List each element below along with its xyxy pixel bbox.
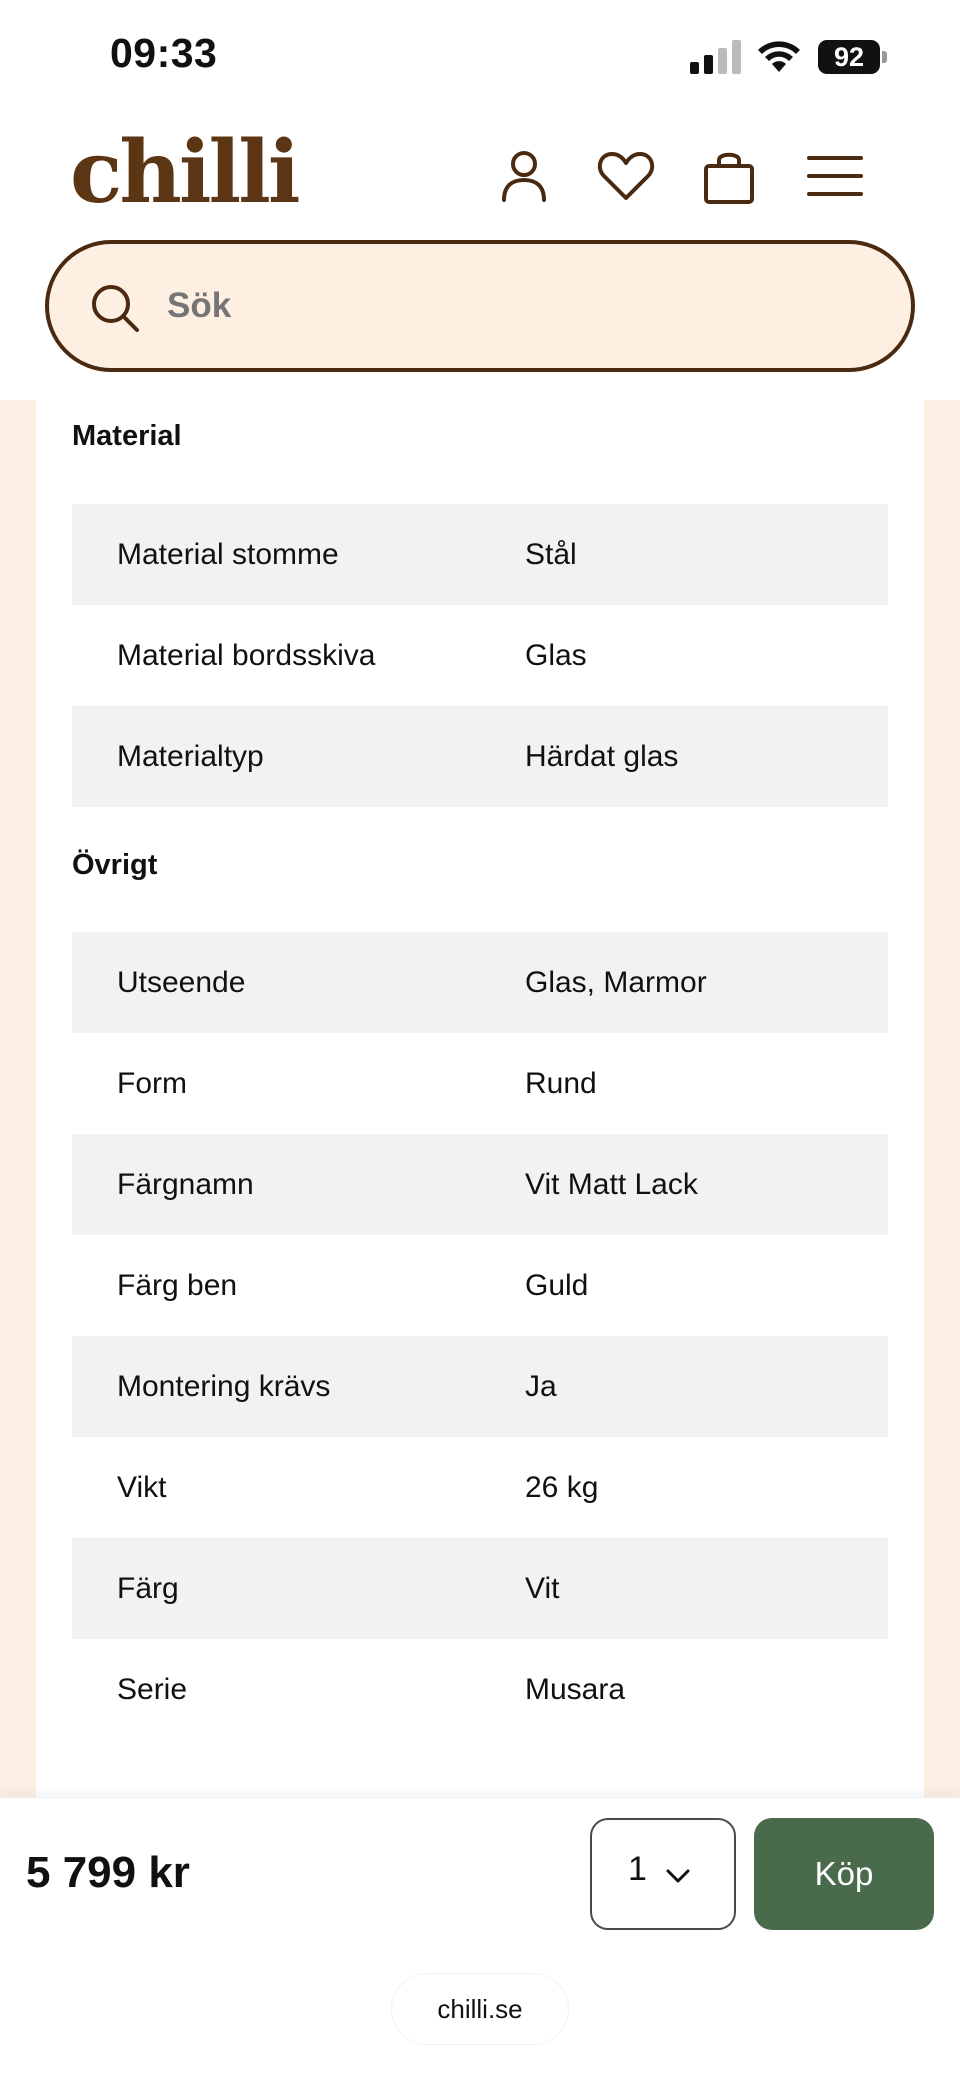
section-title-ovrigt: Övrigt [72, 849, 158, 881]
spec-value: 26 kg [525, 1471, 599, 1504]
spec-value: Rund [525, 1067, 597, 1100]
status-time: 09:33 [110, 30, 218, 76]
spec-row [72, 1336, 888, 1437]
cellular-signal-icon [690, 40, 742, 74]
spec-label: Vikt [117, 1471, 167, 1504]
spec-row [72, 1235, 888, 1336]
spec-value: Vit [525, 1572, 560, 1605]
quantity-select[interactable] [590, 1818, 736, 1930]
spec-label: Serie [117, 1673, 188, 1706]
shopping-bag-icon[interactable] [697, 144, 761, 208]
wifi-icon [755, 36, 803, 74]
spec-value: Guld [525, 1269, 589, 1302]
chilli-logo[interactable]: chilli [70, 122, 298, 223]
search-icon [89, 282, 141, 334]
spec-row [72, 605, 888, 706]
chevron-down-icon [664, 1866, 692, 1886]
hamburger-menu-icon[interactable] [803, 144, 867, 208]
spec-label: Utseende [117, 966, 246, 999]
spec-label: Material bordsskiva [117, 639, 376, 672]
spec-label: Färgnamn [117, 1168, 254, 1201]
spec-label: Färg [117, 1572, 179, 1605]
purchase-bar [0, 1797, 960, 2077]
spec-value: Vit Matt Lack [525, 1168, 698, 1201]
search-bar[interactable] [45, 240, 915, 372]
browser-url-pill[interactable]: chilli.se [392, 1974, 568, 2044]
battery-icon [818, 40, 890, 74]
spec-value: Ja [525, 1370, 557, 1403]
spec-value: Musara [525, 1673, 626, 1706]
spec-row [72, 1134, 888, 1235]
spec-value: Glas [525, 639, 587, 672]
site-header [0, 110, 960, 400]
heart-icon[interactable] [594, 144, 658, 208]
status-bar [0, 0, 960, 110]
spec-value: Härdat glas [525, 740, 679, 773]
user-icon[interactable] [492, 144, 556, 208]
spec-row [72, 706, 888, 807]
spec-label: Form [117, 1067, 187, 1100]
spec-label: Materialtyp [117, 740, 264, 773]
spec-label: Färg ben [117, 1269, 238, 1302]
spec-label: Montering krävs [117, 1370, 331, 1403]
spec-row [72, 1538, 888, 1639]
spec-row [72, 1033, 888, 1134]
product-price: 5 799 kr [26, 1848, 190, 1897]
spec-row [72, 504, 888, 605]
spec-value: Stål [525, 538, 577, 571]
search-input[interactable] [167, 274, 667, 338]
spec-label: Material stomme [117, 538, 339, 571]
quantity-value: 1 [628, 1850, 647, 1888]
battery-level: 92 [818, 40, 880, 74]
section-title-material: Material [72, 420, 182, 452]
spec-row [72, 1437, 888, 1538]
buy-button[interactable]: Köp [754, 1818, 934, 1930]
spec-row [72, 1639, 888, 1740]
spec-value: Glas, Marmor [525, 966, 707, 999]
spec-row [72, 932, 888, 1033]
